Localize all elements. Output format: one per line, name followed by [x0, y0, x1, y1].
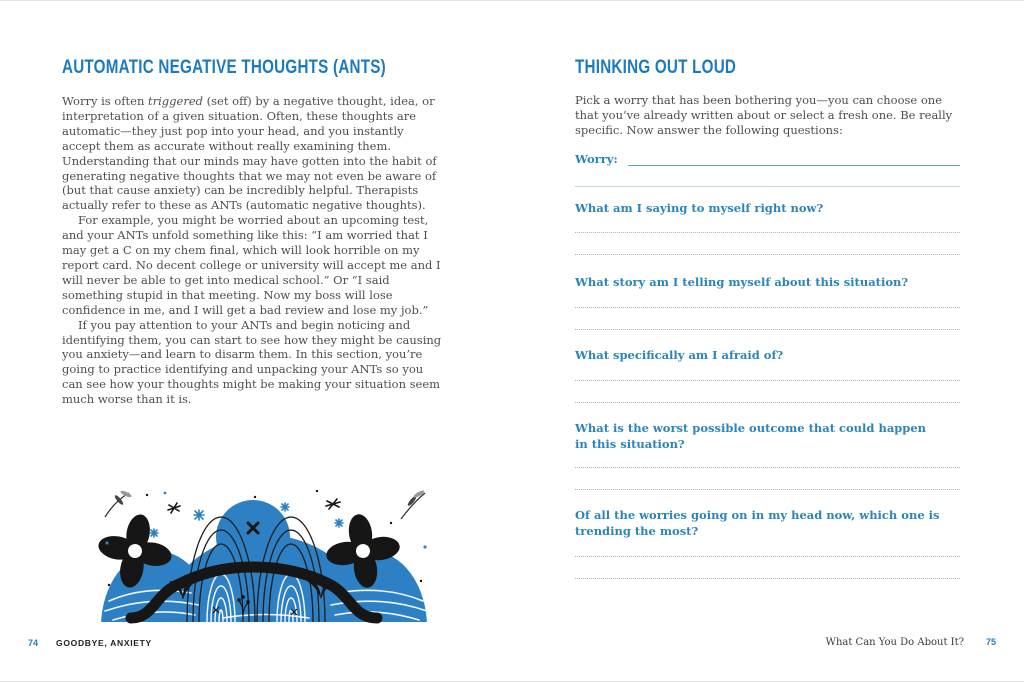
worksheet-intro: Pick a worry that has been bothering you—you can choose one that you’ve already written about or select a fresh one. Be really specific. Now answer the following questions: [575, 93, 953, 137]
left-body-text [62, 94, 444, 407]
writing-line [575, 329, 960, 330]
paragraph-1-start: Worry is often [62, 94, 149, 108]
paragraph-1-rest: (set off) by a negative thought, idea, or interpretation of a given situation. Often, these thoughts are automatic—they just pop into your head, and you instantly accept them as accurate without really examining them. Understanding that our minds may have gotten into the habit of generating negative thoughts that we may not even be aware of (but that cause anxiety) can be incredibly helpful. Therapists actually refer to these as ANTs (automatic negative thoughts). [62, 94, 437, 213]
chapter-title: What Can You Do About It? [825, 637, 964, 648]
writing-line [575, 232, 960, 233]
writing-line [575, 556, 960, 557]
right-page-heading-text: THINKING OUT LOUD [575, 57, 737, 78]
left-page-number: 74 [28, 638, 39, 648]
writing-line [575, 467, 960, 468]
worry-writing-line [628, 152, 960, 166]
question-3: What specifically am I afraid of? [575, 348, 784, 362]
right-page-heading [575, 57, 776, 79]
left-page-heading [62, 57, 467, 79]
left-page-footer [28, 638, 152, 648]
writing-line [575, 380, 960, 381]
writing-line [575, 489, 960, 490]
paragraph-1-italic-word: triggered [148, 94, 204, 108]
paragraph-3: If you pay attention to your ANTs and begin noticing and identifying them, you can start to see how they might be causing you anxiety—and learn to disarm them. In this section, you’re going to practice identifying and unpacking your ANTs so you can see how your thoughts might be making your situation seem much worse than it is. [62, 317, 442, 407]
paragraph-1 [62, 94, 444, 213]
question-5: Of all the worries going on in my head now, which one is trending the most? [575, 508, 940, 538]
question-4: What is the worst possible outcome that could happen in this situation? [575, 421, 927, 451]
writing-line [575, 254, 960, 255]
book-title: GOODBYE, ANXIETY [56, 638, 152, 648]
writing-line [575, 402, 960, 403]
anthill-illustration [95, 481, 435, 629]
worry-label: Worry: [575, 152, 618, 166]
right-page-number: 75 [985, 637, 996, 647]
paragraph-2: For example, you might be worried about an upcoming test, and your ANTs unfold something like this: “I am worried that I may get a C on my chem final, which will look horrible on my report card. No decent college or university will accept me and I will never be able to get into medical school.” Or “I said something stupid in that meeting. Now my boss will lose confidence in me, and I will get a bad review and lose my job.” [62, 213, 441, 317]
writing-line [575, 578, 960, 579]
left-page-heading-text: AUTOMATIC NEGATIVE THOUGHTS (ANTS) [62, 57, 386, 78]
question-1: What am I saying to myself right now? [575, 201, 824, 215]
right-page-footer [826, 637, 996, 648]
worry-writing-line-2 [575, 186, 960, 187]
writing-line [575, 307, 960, 308]
question-2: What story am I telling myself about this situation? [575, 275, 909, 289]
worry-field [575, 152, 960, 166]
